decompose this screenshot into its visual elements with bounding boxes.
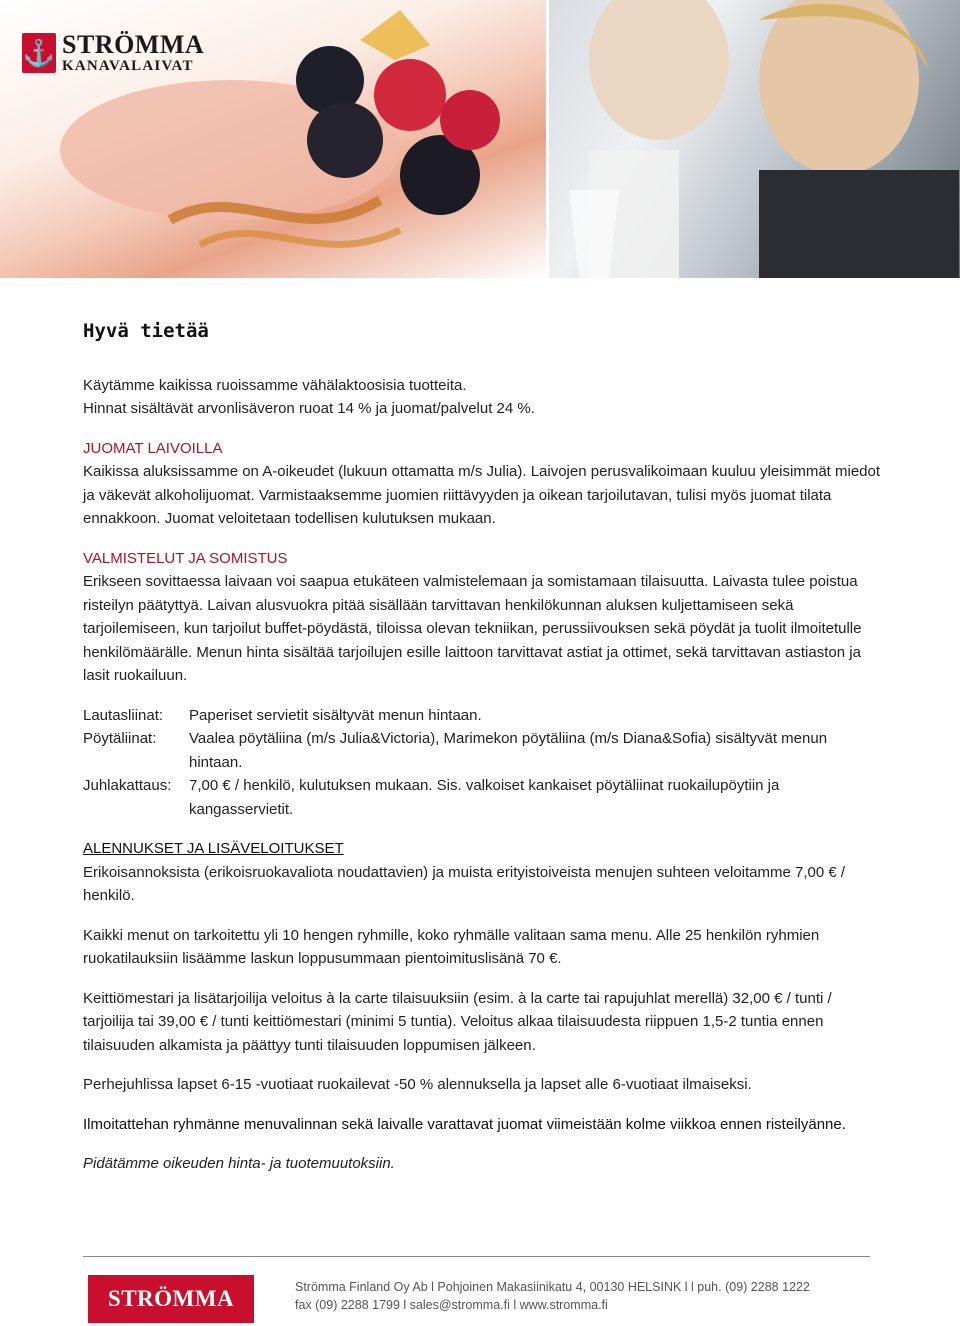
intro-line-1: Käytämme kaikissa ruoissamme vähälaktoosisia tuotteita.	[83, 376, 467, 394]
intro-line-2: Hinnat sisältävät arvonlisäveron ruoat 14 % ja juomat/palvelut 24 %.	[83, 400, 535, 417]
discounts-paragraph-2: Kaikki menut on tarkoitettu yli 10 hengen ryhmille, koko ryhmälle valitaan sama menu. Alle 25 henkilön ryhmien ruokatilauksiin lisäämme laskun loppusummaan pientoimituslisänä 70 €.	[83, 926, 820, 967]
main-content	[83, 320, 883, 1176]
linen-value: 7,00 € / henkilö, kulutuksen mukaan. Sis. valkoiset kankaiset pöytäliinat ruokailupöytiin ja kangasservietit.	[189, 777, 780, 818]
footer-contact	[295, 1278, 810, 1314]
stromma-logo	[22, 32, 204, 74]
drinks-section	[83, 437, 883, 531]
footer-contacts: fax (09) 2288 1799 l sales@stromma.fi l www.stromma.fi	[295, 1298, 608, 1312]
footer-logo: STRÖMMA	[88, 1275, 254, 1323]
discounts-section	[83, 837, 883, 908]
intro-section	[83, 374, 883, 421]
discounts-heading: ALENNUKSET JA LISÄVELOITUKSET	[83, 840, 344, 857]
discounts-paragraph-3: Keittiömestari ja lisätarjoilija veloitus à la carte tilaisuuksiin (esim. à la carte tai rapujuhlat merellä) 32,00 € / tunti / tarjoilija tai 39,00 € / tunti keittiömestari (minimi 5 tuntia). Veloitus alkaa tilaisuudesta riippuen 1,5-2 tuntia ennen tilaisuuden alkamista ja päättyy tunti tilaisuuden loppumisen jälkeen.	[83, 989, 832, 1054]
anchor-icon: ⚓	[22, 33, 56, 73]
footer-divider	[83, 1256, 870, 1257]
linen-value: Paperiset servietit sisältyvät menun hintaan.	[189, 706, 482, 724]
people-photo	[549, 0, 960, 278]
linen-list	[83, 704, 883, 822]
booking-notice: Ilmoitattehan ryhmänne menuvalinnan sekä laivalle varattavat juomat viimeistään kolme viikkoa ennen risteilyänne.	[83, 1115, 846, 1133]
linen-value: Vaalea pöytäliina (m/s Julia&Victoria), Marimekon pöytäliina (m/s Diana&Sofia) sisältyvät menun hintaan.	[189, 730, 828, 771]
page-title: Hyvä tietää	[83, 320, 209, 342]
linen-row	[83, 774, 883, 821]
header-banner	[0, 0, 960, 280]
linen-row	[83, 704, 883, 728]
people-photo-illustration	[549, 0, 960, 278]
linen-row	[83, 727, 883, 774]
linen-term: Lautasliinat:	[83, 706, 164, 724]
linen-term: Pöytäliinat:	[83, 730, 157, 747]
discounts-paragraph-1: Erikoisannoksista (erikoisruokavaliota noudattavien) ja muista erityistoiveista menujen suhteen veloitamme 7,00 € / henkilö.	[83, 863, 846, 904]
preparation-heading: VALMISTELUT JA SOMISTUS	[83, 549, 288, 567]
linen-term: Juhlakattaus:	[83, 777, 172, 794]
preparation-body: Erikseen sovittaessa laivaan voi saapua etukäteen valmistelemaan ja somistamaan tilaisuutta. Laivasta tulee poistua risteilyn päätyttyä. Laivan alusvuokra pitää sisällään tarvittavan henkilökunnan aluksen kuljettamiseen sekä tarjoilemiseen, kun tarjoilut buffet-pöydästä, tiloissa olevan tekniikan, perussiivouksen sekä pöydät ja tuolit ilmoitetulle henkilömäärälle. Menun hinta sisältää tarjoilujen esille laittoon tarvittavat astiat ja ottimet, sekä tarvittavan astiaston ja lasit ruokailuun.	[83, 573, 862, 684]
logo-text	[62, 32, 204, 74]
discounts-paragraph-4: Perhejuhlissa lapset 6-15 -vuotiaat ruokailevat -50 % alennuksella ja lapset alle 6-vuotiaat ilmaiseksi.	[83, 1076, 752, 1093]
drinks-body: Kaikissa aluksissamme on A-oikeudet (lukuun ottamatta m/s Julia). Laivojen perusvalikoimaan kuuluu yleisimmät miedot ja väkevät alkoholijuomat. Varmistaaksemme juomien riittävyyden ja oikean tarjoilutavan, tulisi myös juomat tilata ennakkoon. Juomat veloitetaan todellisen kulutuksen mukaan.	[83, 463, 881, 527]
logo-brand: STRÖMMA	[62, 30, 205, 59]
disclaimer: Pidätämme oikeuden hinta- ja tuotemuutoksiin.	[83, 1155, 395, 1172]
footer-address: Strömma Finland Oy Ab l Pohjoinen Makasiinikatu 4, 00130 HELSINK l l puh. (09) 2288 1222	[295, 1280, 810, 1294]
drinks-heading: JUOMAT LAIVOILLA	[83, 439, 223, 457]
preparation-section	[83, 547, 883, 688]
logo-subtitle: KANAVALAIVAT	[62, 58, 194, 74]
